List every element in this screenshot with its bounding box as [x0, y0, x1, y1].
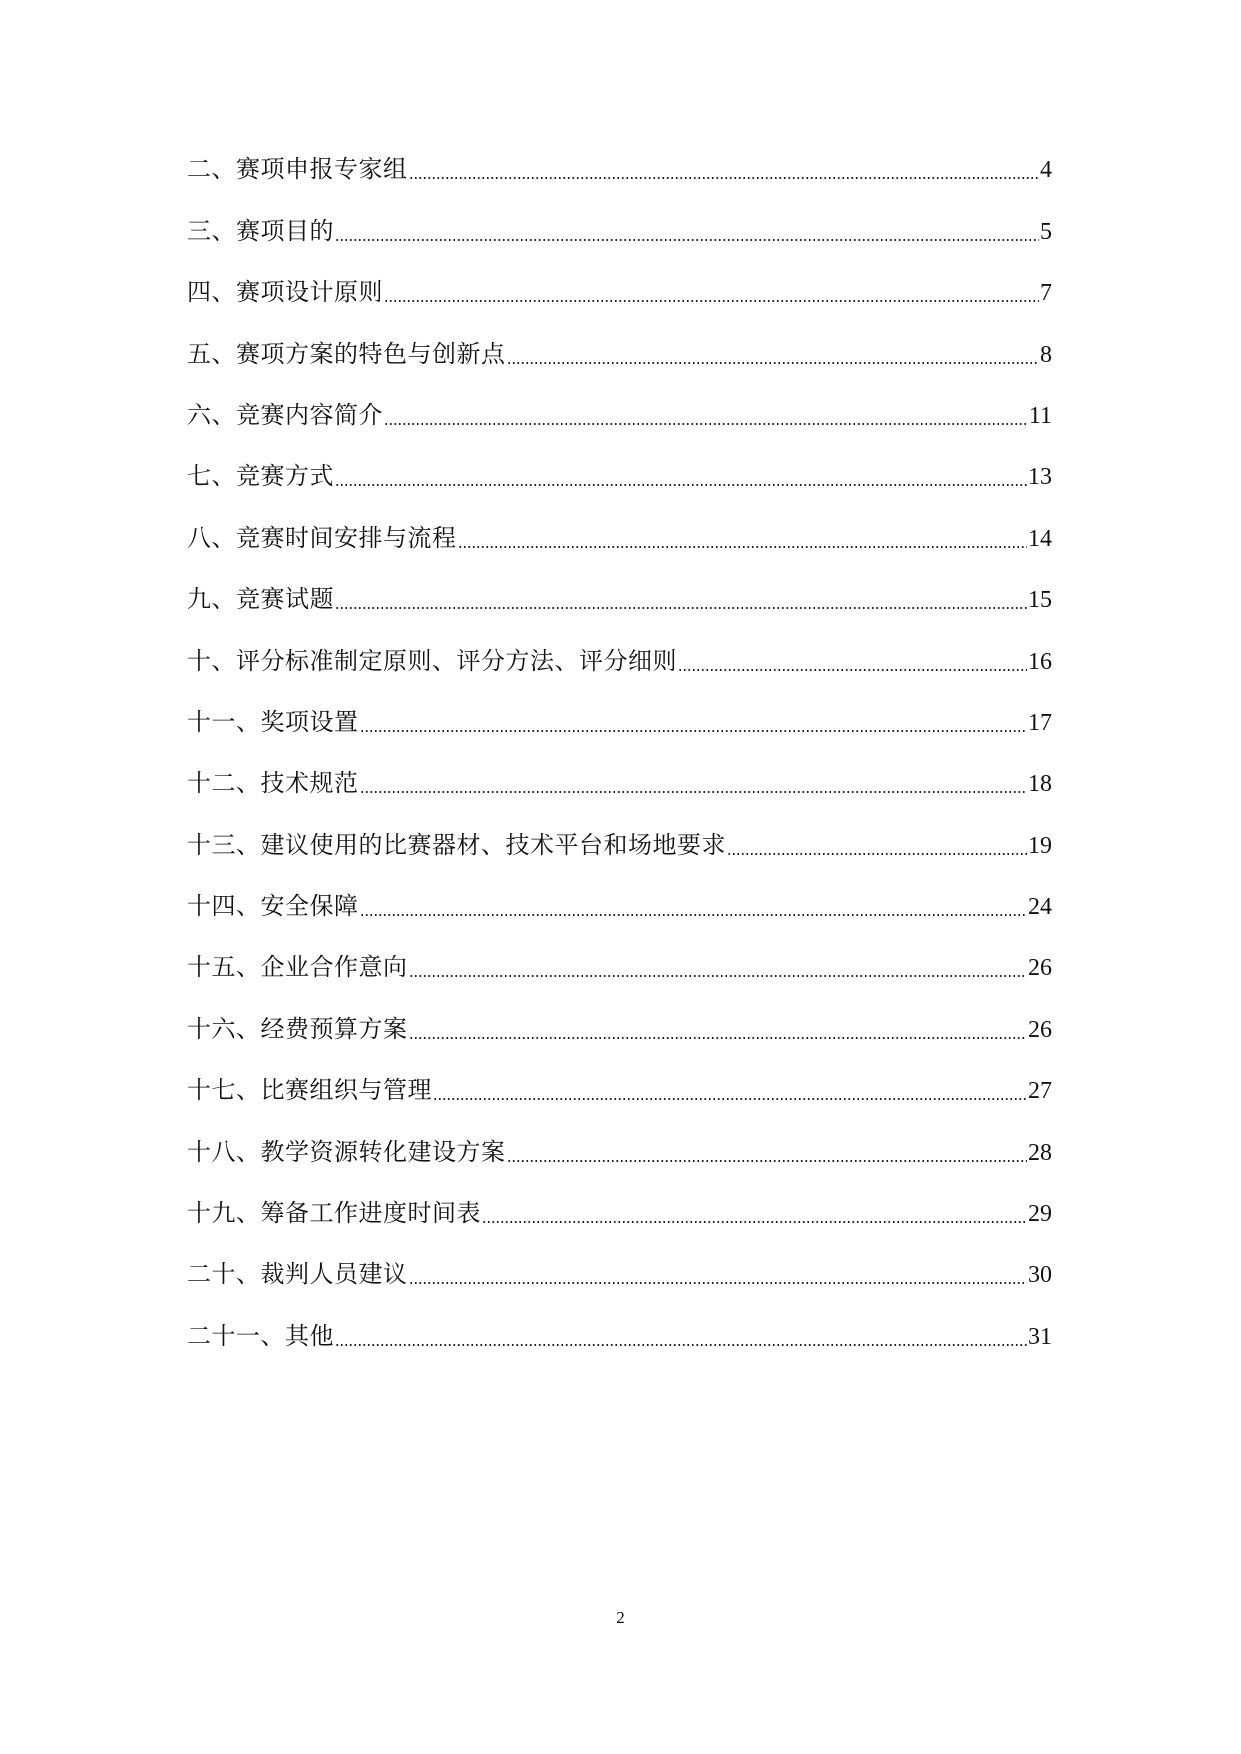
dot-leader: [360, 791, 1028, 793]
toc-entry-title: 七、竞赛方式: [187, 464, 334, 491]
toc-entry-page: 7: [1040, 280, 1052, 307]
dot-leader: [409, 177, 1040, 179]
toc-entry-title: 十四、安全保障: [187, 894, 359, 921]
dot-leader: [384, 423, 1028, 425]
toc-entry-title: 十八、教学资源转化建设方案: [187, 1139, 506, 1166]
toc-entry[interactable]: [187, 273, 1052, 334]
dot-leader: [335, 1344, 1027, 1346]
toc-entry[interactable]: [187, 887, 1052, 948]
dot-leader: [335, 607, 1027, 609]
toc-entry[interactable]: [187, 334, 1052, 395]
toc-entry[interactable]: [187, 1132, 1052, 1193]
toc-entry-title: 九、竞赛试题: [187, 587, 334, 614]
toc-entry[interactable]: [187, 457, 1052, 518]
dot-leader: [507, 1160, 1028, 1162]
page-number: 2: [616, 1608, 625, 1627]
toc-entry[interactable]: [187, 764, 1052, 825]
table-of-contents: [187, 150, 1052, 1378]
toc-entry-page: 28: [1028, 1139, 1052, 1166]
toc-entry[interactable]: [187, 518, 1052, 579]
toc-entry-page: 29: [1028, 1201, 1052, 1228]
toc-entry-page: 16: [1028, 648, 1052, 675]
dot-leader: [409, 975, 1028, 977]
toc-entry-title: 二十、裁判人员建议: [187, 1262, 408, 1289]
dot-leader: [507, 362, 1040, 364]
toc-entry-page: 4: [1040, 157, 1052, 184]
toc-entry-page: 18: [1028, 771, 1052, 798]
toc-entry-title: 十七、比赛组织与管理: [187, 1078, 432, 1105]
toc-entry-title: 三、赛项目的: [187, 218, 334, 245]
toc-entry-title: 十九、筹备工作进度时间表: [187, 1201, 481, 1228]
toc-entry[interactable]: [187, 641, 1052, 702]
toc-entry-title: 八、竞赛时间安排与流程: [187, 525, 457, 552]
dot-leader: [727, 853, 1027, 855]
toc-entry-page: 31: [1028, 1323, 1052, 1350]
toc-entry-title: 十、评分标准制定原则、评分方法、评分细则: [187, 648, 677, 675]
toc-entry-page: 26: [1028, 955, 1052, 982]
toc-entry-title: 十二、技术规范: [187, 771, 359, 798]
dot-leader: [482, 1221, 1027, 1223]
toc-entry-title: 十六、经费预算方案: [187, 1016, 408, 1043]
toc-entry-page: 26: [1028, 1016, 1052, 1043]
toc-entry-title: 十三、建议使用的比赛器材、技术平台和场地要求: [187, 832, 726, 859]
toc-entry-title: 十一、奖项设置: [187, 709, 359, 736]
dot-leader: [433, 1098, 1027, 1100]
toc-entry[interactable]: [187, 150, 1052, 211]
toc-entry[interactable]: [187, 948, 1052, 1009]
toc-entry-title: 二、赛项申报专家组: [187, 157, 408, 184]
toc-entry-page: 17: [1028, 709, 1052, 736]
toc-entry-page: 11: [1028, 402, 1052, 429]
dot-leader: [384, 300, 1039, 302]
toc-entry-page: 8: [1040, 341, 1052, 368]
dot-leader: [678, 669, 1027, 671]
toc-entry-title: 十五、企业合作意向: [187, 955, 408, 982]
toc-entry[interactable]: [187, 703, 1052, 764]
toc-entry-page: 27: [1028, 1078, 1052, 1105]
toc-entry-title: 二十一、其他: [187, 1323, 334, 1350]
toc-entry-title: 四、赛项设计原则: [187, 280, 383, 307]
toc-entry-page: 15: [1028, 587, 1052, 614]
dot-leader: [360, 914, 1028, 916]
dot-leader: [409, 1282, 1028, 1284]
toc-entry-page: 24: [1028, 894, 1052, 921]
dot-leader: [409, 1037, 1028, 1039]
toc-entry[interactable]: [187, 580, 1052, 641]
dot-leader: [335, 484, 1027, 486]
toc-entry-page: 5: [1040, 218, 1052, 245]
toc-entry[interactable]: [187, 211, 1052, 272]
toc-entry[interactable]: [187, 825, 1052, 886]
toc-entry[interactable]: [187, 1071, 1052, 1132]
toc-entry-page: 19: [1028, 832, 1052, 859]
toc-entry-page: 13: [1028, 464, 1052, 491]
toc-entry-title: 六、竞赛内容简介: [187, 402, 383, 429]
toc-entry[interactable]: [187, 1316, 1052, 1377]
toc-entry-page: 30: [1028, 1262, 1052, 1289]
toc-entry-page: 14: [1028, 525, 1052, 552]
toc-entry-title: 五、赛项方案的特色与创新点: [187, 341, 506, 368]
dot-leader: [458, 546, 1028, 548]
toc-entry[interactable]: [187, 1255, 1052, 1316]
dot-leader: [360, 730, 1028, 732]
toc-entry[interactable]: [187, 1194, 1052, 1255]
dot-leader: [335, 239, 1039, 241]
toc-entry[interactable]: [187, 1009, 1052, 1070]
toc-entry[interactable]: [187, 396, 1052, 457]
